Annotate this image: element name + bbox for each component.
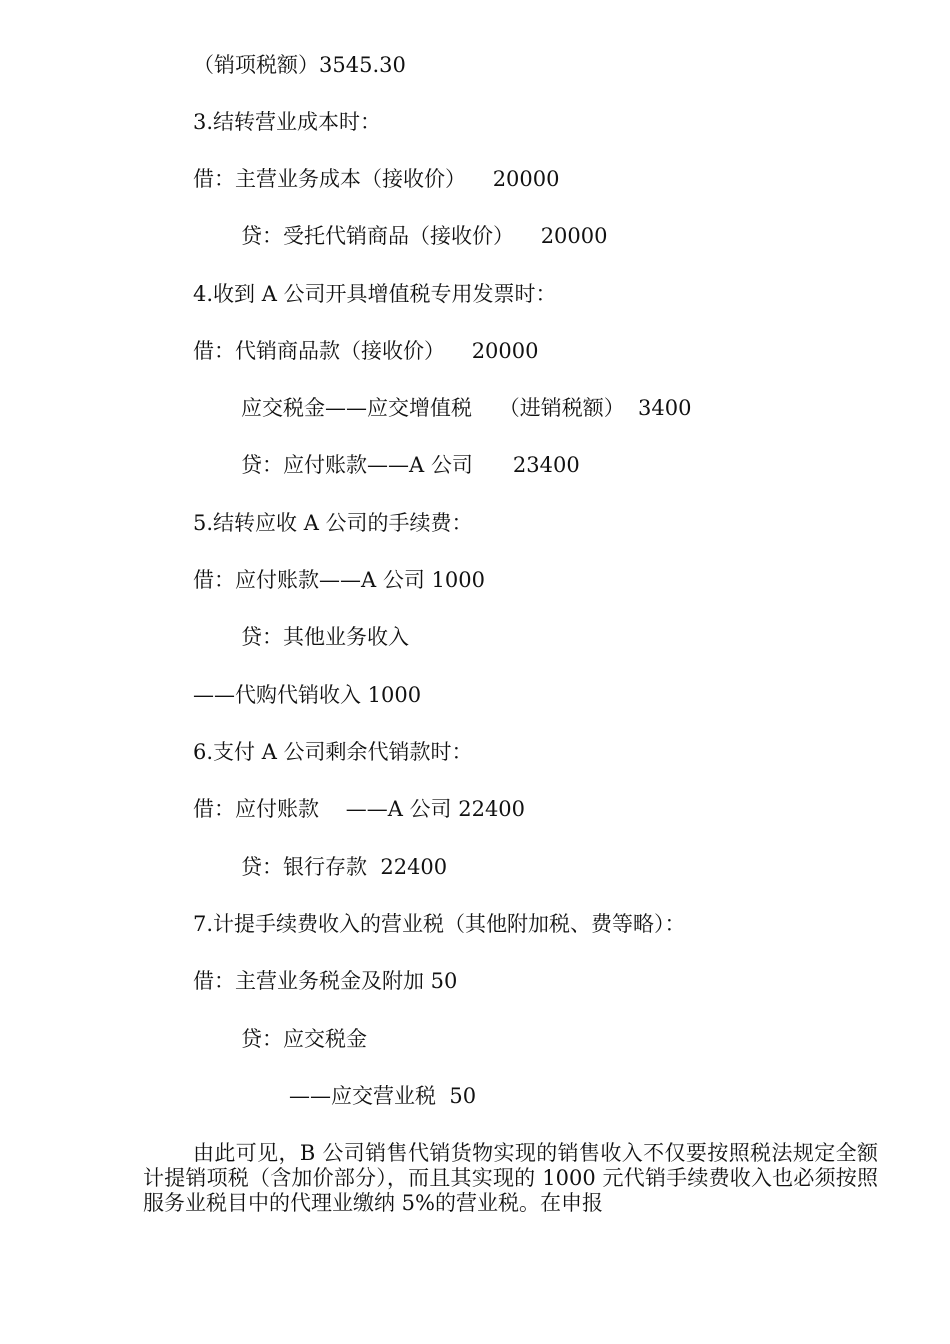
text-line-6: 借：代销商品款（接收价） 20000 bbox=[193, 339, 539, 363]
text-line-18: 贷：应交税金 bbox=[241, 1027, 367, 1051]
text-line-12: ——代购代销收入 1000 bbox=[193, 683, 422, 707]
text-line-1: （销项税额）3545.30 bbox=[193, 53, 406, 77]
text-line-15: 贷：银行存款 22400 bbox=[241, 855, 448, 879]
text-line-9: 5.结转应收 A 公司的手续费： bbox=[193, 511, 473, 535]
text-line-2: 3.结转营业成本时： bbox=[193, 110, 382, 134]
text-line-14: 借：应付账款 ——A 公司 22400 bbox=[193, 797, 526, 821]
text-line-17: 借：主营业务税金及附加 50 bbox=[193, 969, 458, 993]
text-line-3: 借：主营业务成本（接收价） 20000 bbox=[193, 167, 560, 191]
text-line-5: 4.收到 A 公司开具增值税专用发票时： bbox=[193, 282, 557, 306]
text-line-10: 借：应付账款——A 公司 1000 bbox=[193, 568, 485, 592]
text-line-19: ——应交营业税 50 bbox=[289, 1084, 477, 1108]
text-line-8: 贷：应付账款——A 公司 23400 bbox=[241, 453, 580, 477]
text-line-11: 贷：其他业务收入 bbox=[241, 625, 409, 649]
text-line-16: 7.计提手续费收入的营业税（其他附加税、费等略）： bbox=[193, 912, 686, 936]
body-paragraph: 由此可见，B 公司销售代销货物实现的销售收入不仅要按照税法规定全额计提销项税（含加价部分），而且其实现的 1000 元代销手续费收入也必须按照服务业税目中的代理业缴纳 5%的营业税。在申报 bbox=[143, 1141, 878, 1215]
text-line-4: 贷：受托代销商品（接收价） 20000 bbox=[241, 224, 608, 248]
text-line-13: 6.支付 A 公司剩余代销款时： bbox=[193, 740, 473, 764]
text-line-7: 应交税金——应交增值税 （进销税额） 3400 bbox=[241, 396, 692, 420]
